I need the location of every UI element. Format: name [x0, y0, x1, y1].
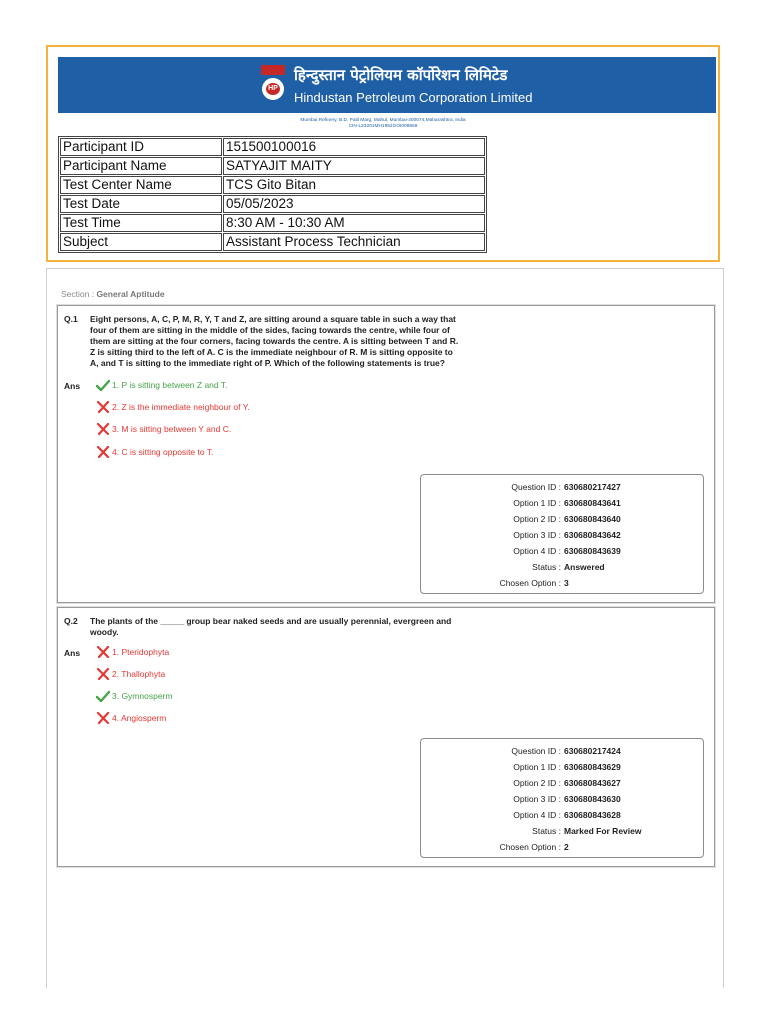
- option-1: [96, 646, 169, 658]
- subject-value: Assistant Process Technician: [223, 233, 485, 251]
- company-cin: CIN-L23201MH1952GOI008858: [348, 124, 418, 129]
- question-text-line: them are sitting at the four corners, facing towards the centre. A is sitting between T and R.: [90, 336, 459, 346]
- question-text-line: The plants of the _____ group bear naked seeds and are usually perennial, evergreen and: [90, 616, 452, 626]
- cross-icon: [96, 668, 110, 680]
- question-text-line: A, and T is sitting to the immediate right of P. Which of the following statements is true?: [90, 358, 445, 368]
- meta-question-id: Question ID : 630680217424: [511, 746, 621, 756]
- test-date-label: Test Date: [60, 195, 222, 213]
- meta-option-4-id: Option 4 ID : 630680843628: [513, 810, 621, 820]
- company-banner: [58, 57, 716, 113]
- question-text-line: four of them are sitting in the middle of the sides, facing towards the centre, while four of: [90, 325, 450, 335]
- participant-info-table: [58, 136, 487, 253]
- header-box: [46, 45, 720, 262]
- answer-label: Ans: [64, 381, 81, 391]
- table-row: [60, 138, 485, 156]
- answer-label: Ans: [64, 648, 81, 658]
- question-text: [90, 616, 510, 638]
- question-text-line: woody.: [90, 627, 119, 637]
- test-center-value: TCS Gito Bitan: [223, 176, 485, 194]
- question-text: [90, 314, 510, 369]
- section-name: General Aptitude: [96, 289, 165, 299]
- question-number: Q.1: [64, 314, 78, 324]
- company-address: Mumbai Refinery, B.D. Patil Marg, Mahul, Mumbai-400074,Maharashtra, India: [300, 118, 466, 123]
- question-text-line: Eight persons, A, C, P, M, R, Y, T and Z, are sitting around a square table in such a way that: [90, 314, 456, 324]
- cross-icon: [96, 646, 110, 658]
- meta-chosen-option: Chosen Option : 3: [499, 578, 569, 588]
- participant-name-label: Participant Name: [60, 157, 222, 175]
- check-icon: [96, 379, 110, 391]
- company-name-hindi: हिन्दुस्तान पेट्रोलियम कॉर्पोरेशन लिमिटेड: [294, 66, 508, 84]
- table-row: [60, 233, 485, 251]
- test-time-value: 8:30 AM - 10:30 AM: [223, 214, 485, 232]
- check-icon: [96, 690, 110, 702]
- option-text: 3. Gymnosperm: [112, 691, 173, 701]
- test-date-value: 05/05/2023: [223, 195, 485, 213]
- meta-status: Status : Marked For Review: [532, 826, 642, 836]
- option-text: 4. C is sitting opposite to T.: [112, 447, 214, 457]
- question-card: [57, 607, 715, 867]
- meta-option-3-id: Option 3 ID : 630680843642: [513, 530, 621, 540]
- question-number: Q.2: [64, 616, 78, 626]
- option-2: [96, 668, 165, 680]
- meta-chosen-option: Chosen Option : 2: [499, 842, 569, 852]
- participant-name-value: SATYAJIT MAITY: [223, 157, 485, 175]
- participant-id-label: Participant ID: [60, 138, 222, 156]
- option-3: [96, 690, 172, 702]
- option-2: [96, 401, 250, 413]
- question-text-line: Z is sitting third to the left of A. C is the immediate neighbour of R. M is sitting opposite to: [90, 347, 453, 357]
- section-prefix: Section :: [61, 289, 97, 299]
- meta-option-3-id: Option 3 ID : 630680843630: [513, 794, 621, 804]
- cross-icon: [96, 712, 110, 724]
- table-row: [60, 214, 485, 232]
- meta-option-2-id: Option 2 ID : 630680843640: [513, 514, 621, 524]
- cross-icon: [96, 423, 110, 435]
- question-card: [57, 305, 715, 603]
- option-4: [96, 446, 213, 458]
- table-row: [60, 195, 485, 213]
- cross-icon: [96, 446, 110, 458]
- company-name-english: Hindustan Petroleum Corporation Limited: [294, 90, 533, 105]
- response-sheet: [46, 268, 724, 988]
- meta-option-4-id: Option 4 ID : 630680843639: [513, 546, 621, 556]
- option-text: 3. M is sitting between Y and C.: [112, 424, 232, 434]
- cross-icon: [96, 401, 110, 413]
- section-label: [61, 289, 165, 299]
- meta-status: Status : Answered: [532, 562, 605, 572]
- option-text: 2. Z is the immediate neighbour of Y.: [112, 402, 250, 412]
- subject-label: Subject: [60, 233, 222, 251]
- option-text: 1. Pteridophyta: [112, 647, 170, 657]
- meta-option-1-id: Option 1 ID : 630680843629: [513, 762, 621, 772]
- option-text: 1. P is sitting between Z and T.: [112, 380, 228, 390]
- option-text: 2. Thallophyta: [112, 669, 166, 679]
- table-row: [60, 176, 485, 194]
- hp-logo-icon: [261, 65, 285, 103]
- question-meta-box: [420, 738, 704, 858]
- option-4: [96, 712, 166, 724]
- test-center-label: Test Center Name: [60, 176, 222, 194]
- meta-option-2-id: Option 2 ID : 630680843627: [513, 778, 621, 788]
- option-text: 4. Angiosperm: [112, 713, 167, 723]
- meta-question-id: Question ID : 630680217427: [511, 482, 621, 492]
- option-3: [96, 423, 231, 435]
- participant-id-value: 151500100016: [223, 138, 485, 156]
- option-1: [96, 379, 227, 391]
- table-row: [60, 157, 485, 175]
- test-time-label: Test Time: [60, 214, 222, 232]
- meta-option-1-id: Option 1 ID : 630680843641: [513, 498, 621, 508]
- question-meta-box: [420, 474, 704, 594]
